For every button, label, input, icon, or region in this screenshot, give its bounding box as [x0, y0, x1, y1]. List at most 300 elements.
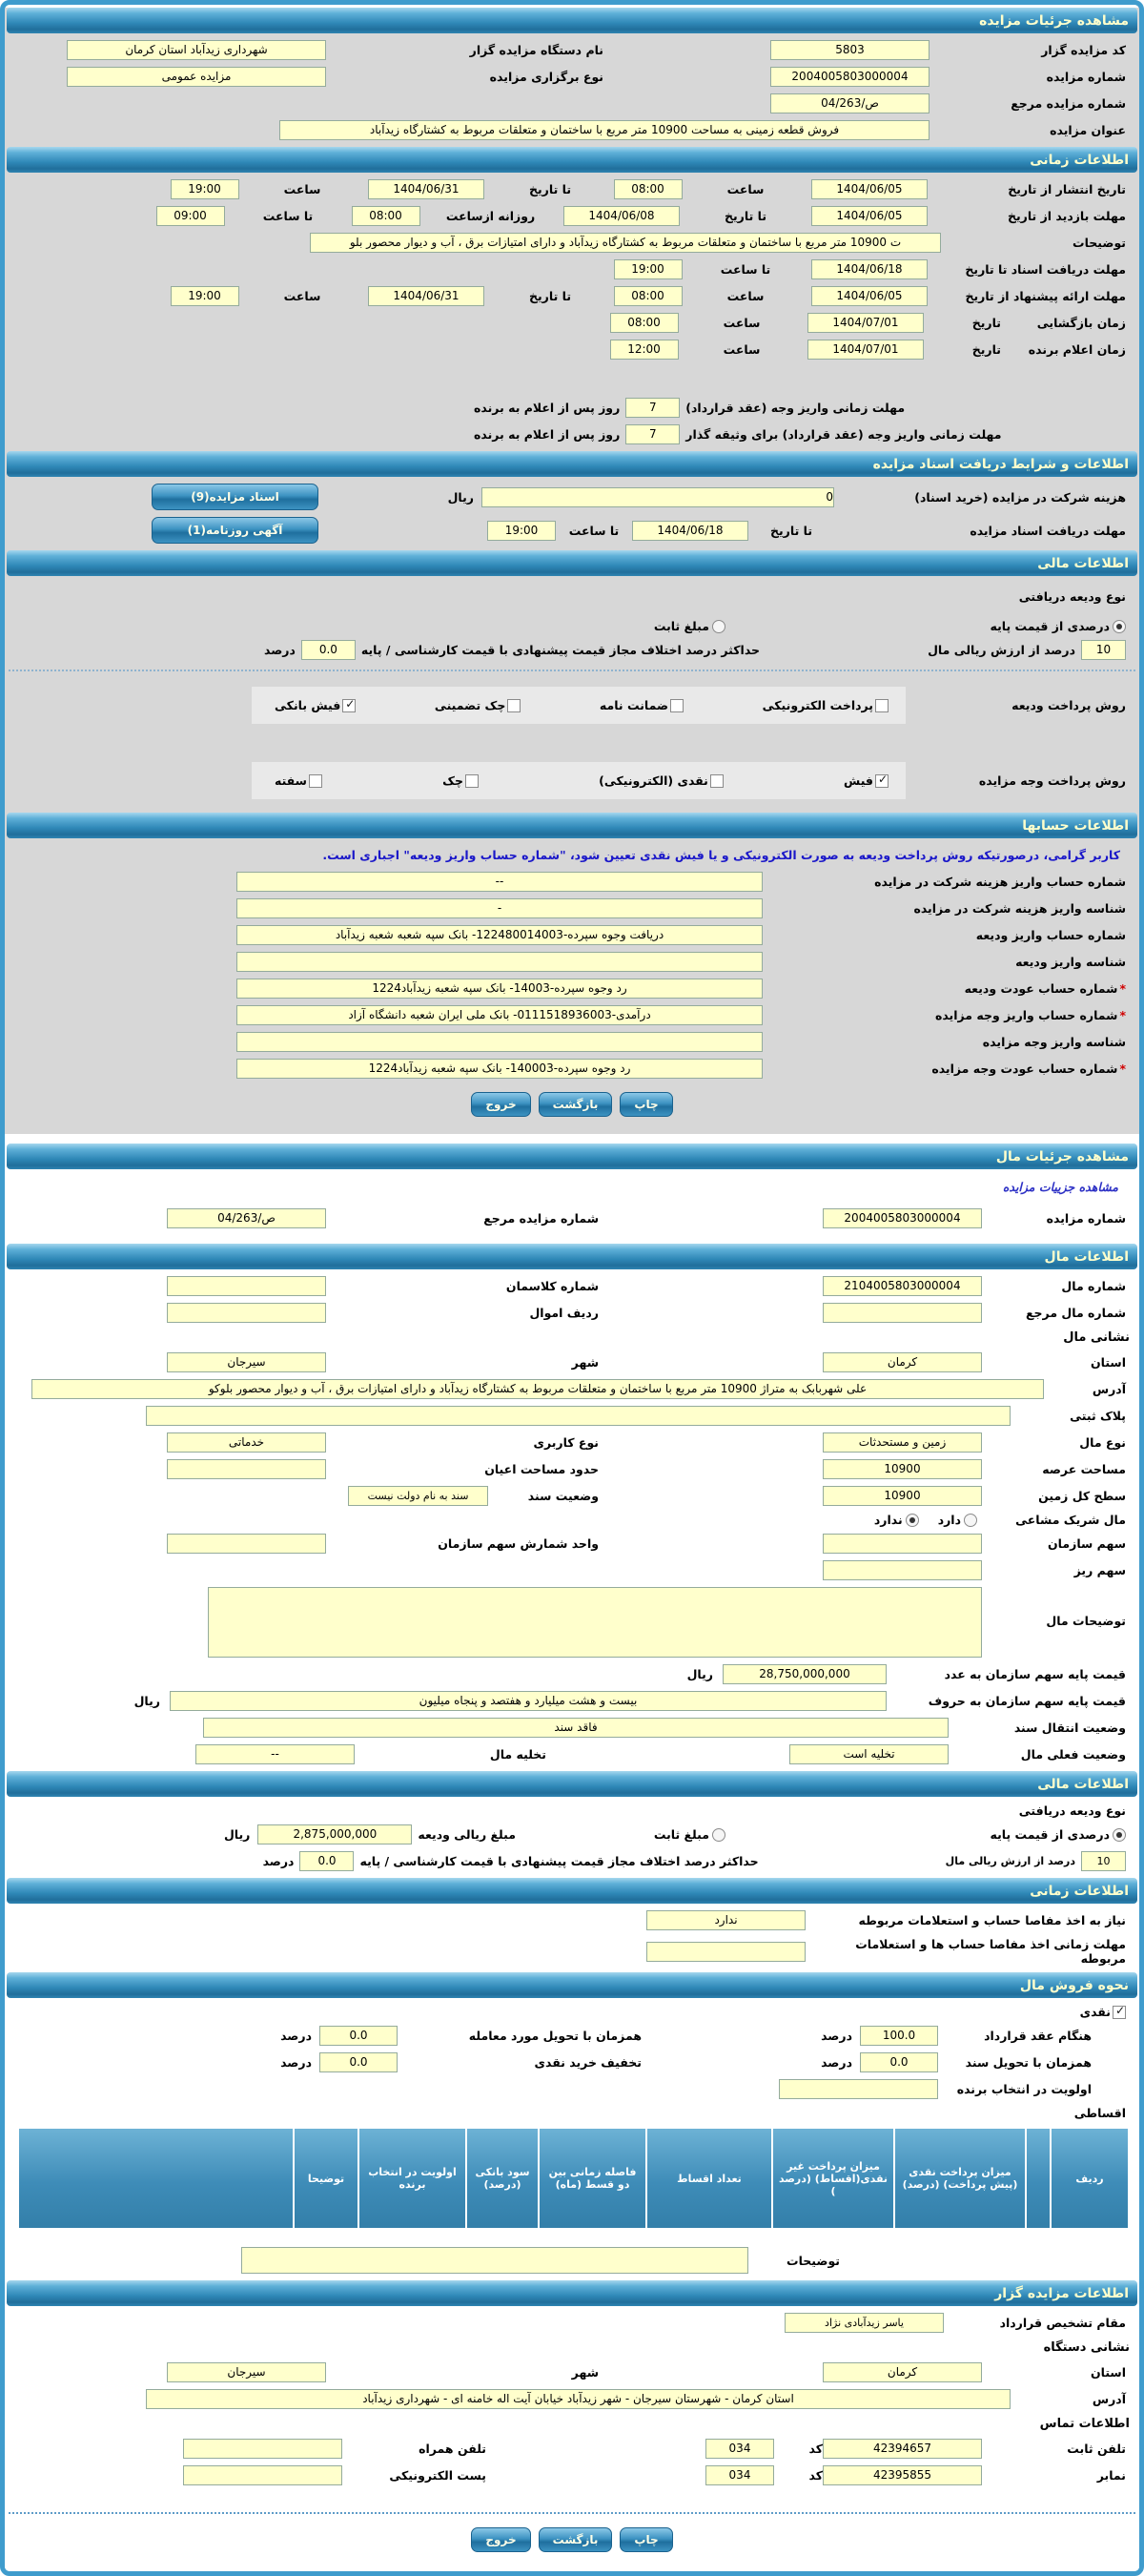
- row-deposit-type-options: [18, 619, 1126, 633]
- deposit-method-label: روش پرداخت ودیعه: [1011, 698, 1126, 712]
- city-label: شهر: [571, 1355, 599, 1370]
- section-header-financial-1: [7, 550, 1137, 576]
- joint-owner-hasnot-option[interactable]: ندارد: [868, 1513, 919, 1527]
- offer-from-time-field[interactable]: 08:00: [614, 286, 683, 306]
- org-name-label: نام دستگاه مزایده گزار: [469, 43, 603, 57]
- opening-time-field[interactable]: 08:00: [610, 313, 679, 333]
- row-timing-desc: [18, 233, 1126, 253]
- transfer-status-field[interactable]: فاقد سند: [203, 1718, 949, 1738]
- dep-method-guarantee-option[interactable]: ضمانت نامه: [594, 698, 684, 712]
- auction-type-field[interactable]: مزایده عمومی: [67, 67, 326, 87]
- to-hour-label: تا ساعت: [568, 523, 620, 538]
- city-field[interactable]: سیرجان: [167, 2362, 326, 2382]
- timing-desc-field[interactable]: ت 10900 متر مربع با ساختمان و متعلقات مربوط به کشتارگاه زیدآباد و دارای امتیازات برق ، آب و دیوار محصور بلو: [310, 233, 941, 253]
- dep-method-epay-option[interactable]: پرداخت الکترونیکی: [757, 698, 889, 712]
- view-auction-details-link[interactable]: مشاهده جزییات مزایده: [1002, 1180, 1118, 1194]
- days-after-winner-label: روز پس از اعلام به برنده: [474, 427, 621, 442]
- docs-deadline-time-field[interactable]: 19:00: [614, 259, 683, 279]
- row-joint-owner: [18, 1513, 1126, 1527]
- visit-to-time-field[interactable]: 09:00: [156, 206, 225, 226]
- section-header-financial-2: [7, 1771, 1137, 1797]
- row-publish: [18, 179, 1126, 199]
- pay-method-cheque-option[interactable]: چک: [437, 773, 479, 788]
- percent-of-value-field[interactable]: 10: [1081, 1851, 1126, 1871]
- row-payment-return-account: [18, 1059, 1126, 1079]
- percent-of-value-field[interactable]: 10: [1081, 640, 1126, 660]
- property-desc-field[interactable]: [208, 1587, 982, 1658]
- section-title: نحوه فروش مال: [1019, 1977, 1129, 1993]
- province-field[interactable]: کرمان: [823, 1352, 982, 1372]
- auction-title-field[interactable]: فروش قطعه زمینی به مساحت 10900 متر مربع با ساختمان و متعلقات مربوط به کشتارگاه زیدآباد: [279, 120, 930, 140]
- opening-date-field[interactable]: 1404/07/01: [807, 313, 924, 333]
- at-delivery-field[interactable]: 0.0: [319, 2026, 398, 2046]
- row-auction-no: [18, 67, 1126, 87]
- col-noncash-payment: میزان پرداخت غیر نقدی(اقساط) (درصد ): [772, 2128, 894, 2229]
- row-docs-receive-deadline: [18, 517, 1126, 544]
- registration-plate-field[interactable]: [146, 1406, 1011, 1426]
- back-button[interactable]: بازگشت: [539, 1092, 613, 1117]
- deposit-amount-label: مبلغ ریالی ودیعه: [418, 1827, 516, 1842]
- payment-method-label: روش پرداخت وجه مزایده: [978, 773, 1126, 788]
- exit-button[interactable]: خروج: [471, 2527, 530, 2552]
- fee-account-label: شماره حساب واریز هزینه شرکت در مزایده: [874, 875, 1126, 889]
- email-label: پست الکترونیکی: [389, 2468, 486, 2483]
- accounts-notice: کاربر گرامی، درصورتیکه روش پرداخت ودیعه به صورت الکترونیکی و یا فیش نقدی تعیین شود، "شماره حساب واریز ودیعه" اجباری است.: [322, 848, 1120, 862]
- share-detail-field[interactable]: [823, 1560, 982, 1580]
- winner-label: زمان اعلام برنده: [1028, 342, 1126, 357]
- row-payment-id: [18, 1032, 1126, 1052]
- row-installment-header: [18, 2106, 1126, 2120]
- rial-label: ریال: [223, 1827, 251, 1842]
- epay-checkbox[interactable]: [875, 699, 889, 712]
- at-contract-field[interactable]: 100.0: [860, 2026, 938, 2046]
- row-property-address: [18, 1379, 1126, 1399]
- payment-return-account-field[interactable]: رد وجوه سپرده-140003- بانک سپه شعبه زیدآباد1224: [236, 1059, 763, 1079]
- section-title: اطلاعات مالی: [1037, 555, 1129, 571]
- section-title: اطلاعات حسابها: [1022, 817, 1129, 834]
- fax-field[interactable]: 42395855: [823, 2465, 982, 2485]
- fixed-amount-radio[interactable]: [712, 1828, 725, 1842]
- org-share-field[interactable]: [823, 1534, 982, 1554]
- publish-from-time-field[interactable]: 08:00: [614, 179, 683, 199]
- auction-docs-button[interactable]: اسناد مزایده(9): [152, 484, 318, 510]
- to-date-label: تا تاریخ: [724, 209, 767, 223]
- row-cash-sale: [18, 2005, 1126, 2019]
- visit-from-date-field[interactable]: 1404/06/05: [811, 206, 928, 226]
- winner-date-field[interactable]: 1404/07/01: [807, 340, 924, 360]
- date-label: تاریخ: [971, 316, 1001, 330]
- row-org-share: [18, 1534, 1126, 1554]
- docs-receive-date-field[interactable]: 1404/06/18: [632, 521, 748, 541]
- percent-label: درصد: [263, 643, 296, 657]
- row-percent-value-2: [18, 1851, 1126, 1871]
- pay-deadline-2-label: مهلت زمانی واریز وجه (عقد قرارداد) برای وثیقه گذار: [685, 427, 1002, 442]
- joint-owner-label: مال شریک مشاعی: [1015, 1513, 1126, 1527]
- hour-label: ساعت: [283, 289, 321, 303]
- row-docs-deadline: [18, 259, 1126, 279]
- row-auction-title: [18, 120, 1126, 140]
- section-header-docs-terms: [7, 451, 1137, 477]
- bank-slip-checkbox[interactable]: [342, 699, 356, 712]
- days-after-winner-label: روز پس از اعلام به برنده: [474, 401, 621, 415]
- timing-desc-label: توضیحات: [1072, 236, 1126, 250]
- registration-plate-label: پلاک ثبتی: [1070, 1409, 1126, 1423]
- deposit-percent-option[interactable]: درصدی از قیمت پایه: [725, 619, 1126, 633]
- property-no-field[interactable]: 2104005803000004: [823, 1276, 982, 1296]
- row-winner-priority: [18, 2079, 1092, 2099]
- exit-button[interactable]: خروج: [471, 1092, 530, 1117]
- total-land-field[interactable]: 10900: [823, 1486, 982, 1506]
- row-percent-value: [18, 640, 1126, 660]
- percent-of-value-label: درصد از ارزش ریالی مال: [928, 643, 1075, 657]
- province-label: استان: [1090, 2365, 1126, 2380]
- payment-id-field[interactable]: [236, 1032, 763, 1052]
- deed-status-field[interactable]: سند به نام دولت نیست: [348, 1486, 488, 1506]
- code-label: کد: [808, 2468, 823, 2483]
- clearance-deadline-field[interactable]: [646, 1942, 806, 1962]
- col-separator: [1026, 2128, 1051, 2229]
- row-deposit-type-2: [18, 1803, 1126, 1818]
- deposit-type-label: نوع ودیعه دریافتی: [1018, 1803, 1126, 1818]
- percent-label: درصد: [280, 2055, 312, 2070]
- col-bank-interest: سود بانکی (درصد): [466, 2128, 539, 2229]
- usage-type-label: نوع کاربری: [533, 1435, 599, 1450]
- dep-method-bankslip-option[interactable]: ✓ فیش بانکی: [269, 698, 356, 712]
- offer-to-date-field[interactable]: 1404/06/31: [368, 286, 484, 306]
- row-current-status: [18, 1744, 1126, 1764]
- fax-code-field[interactable]: 034: [705, 2465, 774, 2485]
- city-field[interactable]: سیرجان: [167, 1352, 326, 1372]
- pay-deadline-1-field[interactable]: 7: [625, 398, 680, 418]
- promissory-note-checkbox[interactable]: [309, 774, 322, 788]
- row-property-desc: [18, 1587, 1126, 1658]
- current-status-field[interactable]: تخلیه است: [789, 1744, 949, 1764]
- mobile-field[interactable]: [183, 2439, 342, 2459]
- payment-return-account-label: *شماره حساب عودت وجه مزایده: [931, 1061, 1126, 1076]
- to-hour-label: تا ساعت: [262, 209, 314, 223]
- transfer-status-label: وضعیت انتقال سند: [1013, 1721, 1126, 1735]
- to-hour-label: تا ساعت: [720, 262, 771, 277]
- sale-desc-field[interactable]: [241, 2247, 748, 2274]
- property-address-subheader: نشانی مال: [1063, 1330, 1130, 1345]
- assets-row-label: ردیف اموال: [529, 1306, 599, 1320]
- share-detail-label: سهم ریز: [1073, 1563, 1126, 1577]
- row-bidder-code: [18, 40, 1126, 60]
- back-button[interactable]: بازگشت: [539, 2527, 613, 2552]
- percent-of-base-radio[interactable]: [1113, 620, 1126, 633]
- col-empty: [18, 2128, 294, 2229]
- row-org-address: [18, 2389, 1126, 2409]
- row-org-province: [18, 2362, 1126, 2382]
- auction-no-label: شماره مزایده: [1046, 1211, 1126, 1226]
- joint-owner-has-option[interactable]: دارد: [932, 1513, 977, 1527]
- evacuation-field[interactable]: --: [195, 1744, 355, 1764]
- visit-label: مهلت بازدید از تاریخ: [1007, 209, 1126, 223]
- assets-row-field[interactable]: [167, 1303, 326, 1323]
- publish-to-time-field[interactable]: 19:00: [171, 179, 239, 199]
- row-clearance-needed: [18, 1910, 1126, 1930]
- total-land-label: سطح کل زمین: [1038, 1489, 1126, 1503]
- bidder-code-field[interactable]: 5803: [770, 40, 930, 60]
- payment-account-field[interactable]: درآمدی-0111518936003- بانک ملی ایران شعبه دانشگاه آزاد: [236, 1005, 763, 1025]
- section-header-property-info: [7, 1244, 1137, 1269]
- code-label: کد: [808, 2442, 823, 2456]
- classification-label: شماره کلاسمان: [505, 1279, 599, 1293]
- max-diff-field[interactable]: 0.0: [299, 1851, 354, 1871]
- property-ref-label: شماره مال مرجع: [1026, 1306, 1126, 1320]
- section-header-timing: [7, 147, 1137, 173]
- at-deed-transfer-field[interactable]: 0.0: [860, 2052, 938, 2072]
- docs-deadline-date-field[interactable]: 1404/06/18: [811, 259, 928, 279]
- rial-label: ریال: [133, 1694, 160, 1708]
- clearance-needed-label: نیاز به اخذ مفاصا حساب و استعلامات مربوطه: [858, 1913, 1126, 1927]
- section-title: اطلاعات و شرایط دریافت اسناد مزایده: [872, 456, 1129, 472]
- auction-no-label: شماره مزایده: [1046, 70, 1126, 84]
- row-deposit-account: [18, 925, 1126, 945]
- ref-no-label: شماره مزایده مرجع: [483, 1211, 599, 1226]
- auction-no-field[interactable]: 2004005803000004: [823, 1208, 982, 1228]
- bidder-code-label: کد مزایده گزار: [1041, 43, 1126, 57]
- deposit-fixed-option[interactable]: مبلغ ثابت: [516, 1827, 725, 1842]
- row-property-no: [18, 1276, 1126, 1296]
- daily-from-hour-label: روزانه ازساعت: [445, 209, 536, 223]
- pay-deadline-2-field[interactable]: 7: [625, 424, 680, 444]
- deposit-id-label: شناسه واریز ودیعه: [1015, 955, 1126, 969]
- section-header-property-view: [7, 1144, 1137, 1169]
- participation-fee-field[interactable]: 0: [481, 487, 834, 507]
- cash-sale-option[interactable]: ✓ نقدی: [1074, 2005, 1126, 2019]
- payment-method-panel: [252, 762, 906, 799]
- auction-no-field[interactable]: 2004005803000004: [770, 67, 930, 87]
- contact-subheader: اطلاعات تماس: [1039, 2417, 1130, 2431]
- row-payment-account: [18, 1005, 1126, 1025]
- section-title: مشاهده جرئیات مال: [995, 1148, 1129, 1164]
- deposit-id-field[interactable]: [236, 952, 763, 972]
- ref-no-field[interactable]: ص/04/263: [770, 93, 930, 113]
- deposit-amount-field[interactable]: 2,875,000,000: [257, 1824, 412, 1844]
- docs-receive-deadline-label: مهلت دریافت اسناد مزایده: [970, 523, 1126, 538]
- has-radio[interactable]: [964, 1514, 977, 1527]
- publish-to-date-field[interactable]: 1404/06/31: [368, 179, 484, 199]
- email-field[interactable]: [183, 2465, 342, 2485]
- org-name-field[interactable]: شهرداری زیدآباد استان کرمان: [67, 40, 326, 60]
- col-installment-count: تعداد اقساط: [646, 2128, 772, 2229]
- hour-label: ساعت: [726, 289, 765, 303]
- section-title: اطلاعات مزایده گزار: [994, 2285, 1129, 2301]
- print-button[interactable]: چاپ: [620, 1092, 672, 1117]
- pay-method-slip-option[interactable]: ✓ فیش: [838, 773, 889, 788]
- row-pay-deadline-2: [468, 424, 1126, 444]
- phone-code-field[interactable]: 034: [705, 2439, 774, 2459]
- row-property-province: [18, 1352, 1126, 1372]
- row-payment-method: [18, 762, 1126, 799]
- deposit-type-label: نوع ودیعه دریافتی: [1018, 589, 1126, 604]
- installments-table: [17, 2127, 1130, 2230]
- deposit-account-label: شماره حساب واریز ودیعه: [975, 928, 1126, 942]
- deposit-account-field[interactable]: دریافت وجوه سپرده-122480014003- بانک سپه شعبه شعبه زیدآباد: [236, 925, 763, 945]
- usage-type-field[interactable]: خدماتی: [167, 1432, 326, 1453]
- row-area: [18, 1459, 1126, 1479]
- row-base-price-number: [18, 1664, 1126, 1684]
- contract-authority-label: مقام تشخیص قرارداد: [999, 2316, 1126, 2330]
- percent-label: درصد: [821, 2029, 852, 2043]
- base-price-words-label: قیمت پایه سهم سازمان به حروف: [928, 1694, 1126, 1708]
- phone-label: تلفن ثابت: [1067, 2442, 1126, 2456]
- pay-method-cash-option[interactable]: نقدی (الکترونیکی): [593, 773, 724, 788]
- pay-method-promissory-option[interactable]: سفته: [269, 773, 322, 788]
- share-unit-field[interactable]: [167, 1534, 326, 1554]
- ref-no-field[interactable]: ص/04/263: [167, 1208, 326, 1228]
- max-diff-label: حداکثر درصد اختلاف مجاز قیمت پیشنهادی با قیمت کارشناسی / پایه: [359, 1854, 759, 1868]
- rial-label: ریال: [686, 1667, 713, 1681]
- hour-label: ساعت: [723, 316, 761, 330]
- row-participation-fee: [18, 484, 1126, 510]
- fixed-amount-radio[interactable]: [712, 620, 725, 633]
- fee-id-field[interactable]: -: [236, 898, 763, 918]
- section-header-sale-method: [7, 1972, 1137, 1998]
- classification-field[interactable]: [167, 1276, 326, 1296]
- cash-discount-label: تخفیف خرید نقدی: [534, 2055, 642, 2070]
- offer-label: مهلت ارائه پیشنهاد از تاریخ: [965, 289, 1126, 303]
- docs-receive-time-field[interactable]: 19:00: [487, 521, 556, 541]
- row-sale-percents-1: [18, 2026, 1092, 2046]
- max-diff-field[interactable]: 0.0: [301, 640, 356, 660]
- row-deposit-type-options-2: [18, 1824, 1126, 1844]
- installment-label: اقساطی: [1073, 2106, 1126, 2120]
- winner-priority-field[interactable]: [779, 2079, 938, 2099]
- row-ref-no: [18, 93, 1126, 113]
- visit-to-date-field[interactable]: 1404/06/08: [563, 206, 680, 226]
- property-desc-label: توضیحات مال: [1046, 1614, 1126, 1628]
- row-contract-authority: [18, 2313, 1126, 2333]
- row-transfer-status: [18, 1718, 1126, 1738]
- col-cash-payment: میزان پرداخت نقدی (پیش پرداخت) (درصد): [894, 2128, 1026, 2229]
- section-header-timing-2: [7, 1878, 1137, 1904]
- certified-cheque-checkbox[interactable]: [507, 699, 521, 712]
- row-deposit-method: [18, 687, 1126, 724]
- at-contract-label: هنگام عقد قرارداد: [984, 2029, 1092, 2043]
- deposit-return-account-field[interactable]: رد وجوه سپرده-14003- بانک سپه شعبه زیدآباد1224: [236, 979, 763, 999]
- share-unit-label: واحد شمارش سهم سازمان: [438, 1536, 599, 1551]
- contract-authority-field[interactable]: یاسر زیدآبادی نژاد: [785, 2313, 944, 2333]
- publish-from-date-field[interactable]: 1404/06/05: [811, 179, 928, 199]
- winner-priority-label: اولویت در انتخاب برنده: [956, 2082, 1092, 2096]
- required-asterisk: *: [1119, 981, 1126, 996]
- pay-deadline-1-label: مهلت زمانی واریز وجه (عقد قرارداد): [685, 401, 906, 415]
- row-property-type: [18, 1432, 1126, 1453]
- slip-checkbox[interactable]: [875, 774, 889, 788]
- row-opening: [18, 313, 1126, 333]
- building-area-label: حدود مساحت اعیان: [484, 1462, 599, 1476]
- base-price-number-label: قیمت پایه سهم سازمان به عدد: [944, 1667, 1126, 1681]
- property-type-field[interactable]: زمین و مستحدثات: [823, 1432, 982, 1453]
- cash-sale-checkbox[interactable]: [1113, 2006, 1126, 2019]
- row-auction-no-2: [18, 1208, 1126, 1228]
- evacuation-label: تخلیه مال: [489, 1747, 546, 1762]
- visit-from-time-field[interactable]: 08:00: [352, 206, 420, 226]
- phone-field[interactable]: 42394657: [823, 2439, 982, 2459]
- row-offer: [18, 286, 1126, 306]
- divider: [9, 670, 1135, 671]
- province-field[interactable]: کرمان: [823, 2362, 982, 2382]
- fee-id-label: شناسه واریز هزینه شرکت در مزایده: [913, 901, 1126, 916]
- col-winner-priority: اولویت در انتخاب برنده: [358, 2128, 466, 2229]
- address-field[interactable]: علی شهربابک به متراژ 10900 متر مربع با ساختمان و متعلقات مربوط به کشتارگاه زیدآباد و دارای امتیازات برق ، آب و دیوار محصور بلوکو: [31, 1379, 1044, 1399]
- base-price-number-field[interactable]: 28,750,000,000: [723, 1664, 887, 1684]
- org-address-field[interactable]: استان کرمان - شهرستان سیرجان - شهر زیدآباد خیابان آیت اله خامنه ای - شهرداری زیدآباد: [146, 2389, 1011, 2409]
- at-delivery-label: همزمان با تحویل مورد معامله: [468, 2029, 642, 2043]
- cheque-checkbox[interactable]: [465, 774, 479, 788]
- address-label: آدرس: [1092, 1382, 1126, 1396]
- org-share-label: سهم سازمان: [1048, 1536, 1126, 1551]
- building-area-field[interactable]: [167, 1459, 326, 1479]
- offer-from-date-field[interactable]: 1404/06/05: [811, 286, 928, 306]
- participation-fee-label: هزینه شرکت در مزایده (خرید اسناد): [914, 489, 1126, 505]
- date-label: تاریخ: [971, 342, 1001, 357]
- auction-title-label: عنوان مزایده: [1050, 123, 1126, 137]
- dep-method-cheque-option[interactable]: چک تضمینی: [429, 698, 521, 712]
- percent-of-value-label: درصد از ارزش ریالی مال: [945, 1855, 1075, 1867]
- actions-row-bottom: [5, 2527, 1139, 2552]
- required-asterisk: *: [1119, 1008, 1126, 1022]
- property-details-panel: [5, 1144, 1139, 2571]
- offer-to-time-field[interactable]: 19:00: [171, 286, 239, 306]
- row-winner: [18, 340, 1126, 360]
- cash-discount-field[interactable]: 0.0: [319, 2052, 398, 2072]
- row-pay-deadline-1: [468, 398, 1126, 418]
- hour-label: ساعت: [726, 182, 765, 196]
- required-asterisk: *: [1119, 1061, 1126, 1076]
- sale-desc-label: توضیحات: [786, 2253, 840, 2268]
- docs-deadline-label: مهلت دریافت اسناد تا تاریخ: [965, 262, 1126, 277]
- row-fax: [18, 2465, 1126, 2485]
- cash-electronic-checkbox[interactable]: [710, 774, 724, 788]
- percent-of-base-radio[interactable]: [1113, 1828, 1126, 1842]
- to-date-label: تا تاریخ: [528, 182, 572, 196]
- guarantee-checkbox[interactable]: [670, 699, 684, 712]
- property-ref-field[interactable]: [823, 1303, 982, 1323]
- winner-time-field[interactable]: 12:00: [610, 340, 679, 360]
- clearance-deadline-label: مهلت زمانی اخذ مفاصا حساب ها و استعلامات مربوطه: [855, 1937, 1126, 1966]
- section-header-auction-details: [7, 8, 1137, 33]
- clearance-needed-field[interactable]: ندارد: [646, 1910, 806, 1930]
- fee-account-field[interactable]: --: [236, 872, 763, 892]
- newspaper-ad-button[interactable]: آگهی روزنامه(1): [152, 517, 318, 544]
- deposit-percent-option[interactable]: درصدی از قیمت پایه: [725, 1827, 1126, 1842]
- actions-row: [5, 1092, 1139, 1117]
- base-price-words-field[interactable]: بیست و هشت میلیارد و هفتصد و پنجاه میلیون: [170, 1691, 887, 1711]
- hasnot-radio[interactable]: [906, 1514, 919, 1527]
- print-button[interactable]: چاپ: [620, 2527, 672, 2552]
- section-header-auctioneer: [7, 2280, 1137, 2306]
- fax-label: نمابر: [1096, 2468, 1126, 2483]
- percent-label: درصد: [280, 2029, 312, 2043]
- publish-label: تاریخ انتشار از تاریخ: [1008, 182, 1126, 196]
- payment-id-label: شناسه واریز وجه مزایده: [982, 1035, 1126, 1049]
- section-title: مشاهده جرئیات مزایده: [979, 12, 1129, 29]
- col-notes: توضیحا: [294, 2128, 358, 2229]
- max-diff-label: حداکثر درصد اختلاف مجاز قیمت پیشنهادی با قیمت کارشناسی / پایه: [360, 643, 761, 657]
- section-header-accounts: [7, 813, 1137, 838]
- row-fee-account: [18, 872, 1126, 892]
- auction-type-label: نوع برگزاری مزایده: [489, 70, 603, 84]
- row-fee-id: [18, 898, 1126, 918]
- row-deposit-return-account: [18, 979, 1126, 999]
- land-area-field[interactable]: 10900: [823, 1459, 982, 1479]
- deed-status-label: وضعیت سند: [527, 1489, 599, 1503]
- deposit-fixed-option[interactable]: مبلغ ثابت: [648, 619, 725, 633]
- org-address-subheader: نشانی دستگاه: [1043, 2340, 1130, 2355]
